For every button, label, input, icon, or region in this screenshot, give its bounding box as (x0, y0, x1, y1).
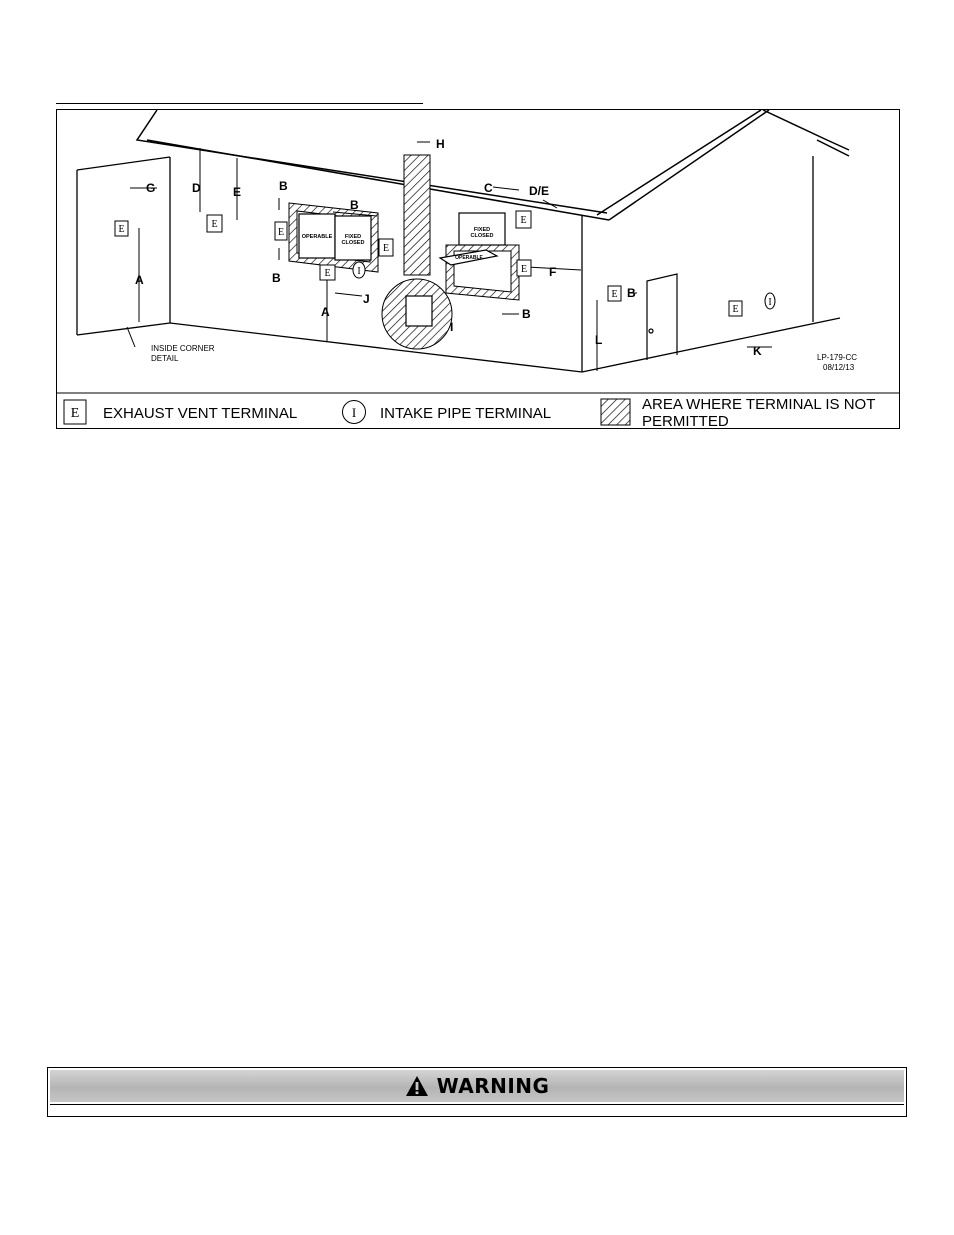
legend-intake-label: INTAKE PIPE TERMINAL (380, 405, 552, 422)
exhaust-terminal-marker: E (611, 289, 618, 300)
legend-no-terminal-label: AREA WHERE TERMINAL IS NOT (642, 396, 876, 413)
dimension-label-b: B (350, 198, 359, 212)
chimney-opening (406, 296, 432, 326)
vent-terminal-clearance-figure (56, 109, 900, 429)
warning-header (50, 1070, 904, 1102)
dimension-label-i: I (450, 320, 454, 334)
warning-title: WARNING (436, 1074, 550, 1098)
legend-intake-icon: I (351, 405, 357, 420)
dimension-label-de: D/E (529, 184, 550, 198)
window-fixed-label: FIXED (473, 227, 491, 233)
legend-no-terminal-label: PERMITTED (642, 413, 729, 430)
warning-box (47, 1067, 907, 1117)
exhaust-terminal-marker: E (324, 268, 331, 279)
legend (57, 393, 900, 429)
exhaust-terminal-marker: E (211, 219, 218, 230)
dimension-label-h: H (436, 137, 445, 151)
house-drawing (57, 110, 900, 429)
exhaust-terminal-marker: E (277, 227, 285, 238)
window-fixed-label: FIXED (344, 234, 362, 240)
corner-note: INSIDE CORNER (151, 344, 215, 353)
dimension-label-g: G (146, 181, 156, 195)
dimension-label-b: B (279, 179, 288, 193)
roof (137, 110, 849, 220)
legend-exhaust-icon: E (70, 406, 80, 421)
drawing-date: 08/12/13 (823, 363, 855, 372)
exhaust-terminal-marker: E (382, 243, 390, 254)
dimension-label-j: J (363, 292, 370, 306)
dimension-label-a: A (321, 305, 330, 319)
dimension-label-b: B (272, 271, 281, 285)
door (647, 274, 677, 360)
dimension-label-e: E (233, 185, 242, 199)
window-operable-label: OPERABLE (455, 255, 483, 261)
dimension-label-k: K (753, 344, 762, 358)
warning-divider (50, 1104, 904, 1105)
exhaust-terminal-marker: E (520, 215, 527, 226)
dimension-label-l: L (595, 333, 603, 347)
intake-terminal-marker: I (768, 297, 772, 308)
legend-hatch-swatch (601, 399, 630, 425)
drawing-code: LP-179-CC (817, 353, 858, 362)
window-closed-label: CLOSED (341, 240, 365, 246)
exhaust-terminal-marker: E (520, 264, 528, 275)
section-rule (56, 103, 423, 104)
window-operable-label: OPERABLE (301, 234, 333, 240)
warning-triangle-icon (405, 1075, 429, 1097)
dimension-label-a: A (135, 273, 144, 287)
legend-exhaust-label: EXHAUST VENT TERMINAL (103, 405, 298, 422)
window-closed-label: CLOSED (470, 233, 494, 239)
dimension-label-d: D (192, 181, 201, 195)
intake-terminal-marker: I (357, 266, 361, 277)
dimension-label-b: B (522, 307, 531, 321)
exhaust-terminal-marker: E (118, 224, 125, 235)
dimension-label-b: B (627, 286, 636, 300)
corner-note: DETAIL (151, 354, 179, 363)
exhaust-terminal-marker: E (732, 304, 739, 315)
dimension-label-c: C (484, 181, 493, 195)
dimension-label-f: F (549, 265, 557, 279)
